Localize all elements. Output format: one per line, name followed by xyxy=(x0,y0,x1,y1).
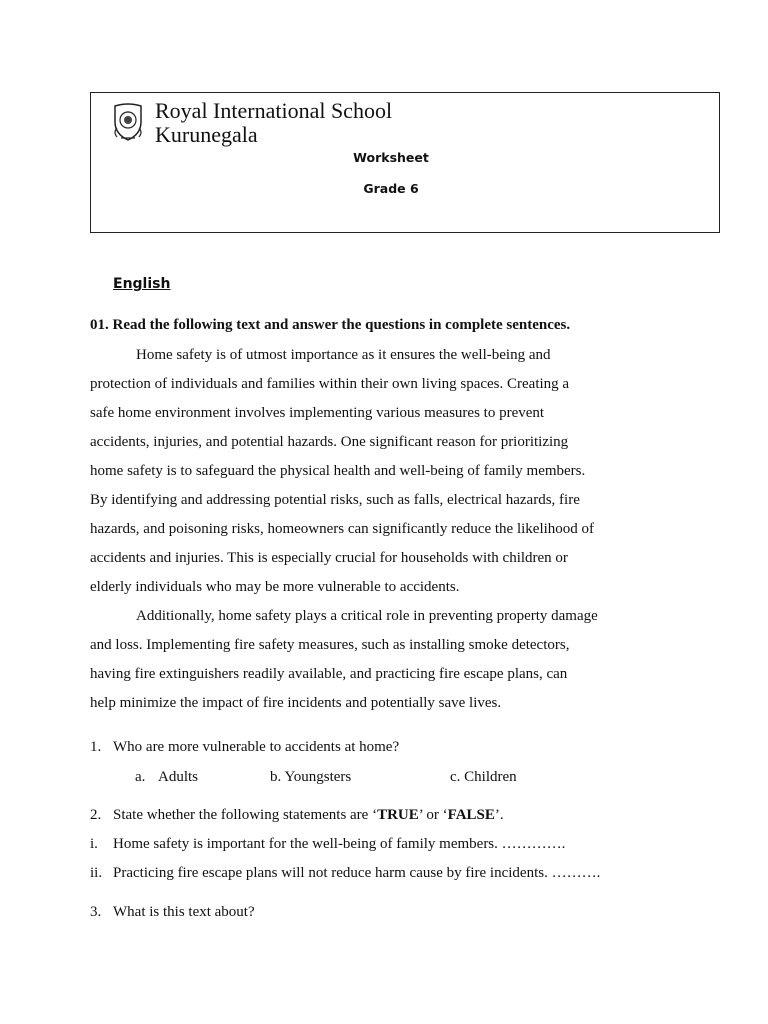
q1-option-a: Adults xyxy=(158,769,199,785)
passage-line: hazards, and poisoning risks, homeowners can significantly reduce the likelihood of xyxy=(90,521,595,537)
q2-text-after: ’. xyxy=(494,807,504,823)
q1-number: 1. xyxy=(90,739,102,755)
header-box xyxy=(90,92,720,233)
passage-line: help minimize the impact of fire incidents and potentially save lives. xyxy=(90,695,502,711)
q3-number: 3. xyxy=(90,904,102,920)
q1-option-a-letter: a. xyxy=(135,769,146,785)
school-name-line2: Kurunegala xyxy=(155,122,258,147)
worksheet-label: Worksheet xyxy=(353,150,429,165)
passage-line: having fire extinguishers readily available, and practicing fire escape plans, can xyxy=(90,666,568,682)
q2-text xyxy=(113,807,504,824)
question-number: 01. xyxy=(90,317,109,333)
q2-text-before: State whether the following statements are ‘ xyxy=(113,807,378,823)
school-crest-icon xyxy=(111,102,145,142)
reading-passage xyxy=(90,341,690,718)
question-instruction xyxy=(90,317,570,334)
q2-i-text: Home safety is important for the well-being of family members. …………. xyxy=(113,836,566,852)
passage-line: elderly individuals who may be more vulnerable to accidents. xyxy=(90,579,460,595)
q2-number: 2. xyxy=(90,807,102,823)
subject-heading: English xyxy=(113,276,171,292)
school-name-line1: Royal International School xyxy=(155,98,393,123)
passage-line: Home safety is of utmost importance as it ensures the well-being and xyxy=(136,347,551,363)
q1-text: Who are more vulnerable to accidents at home? xyxy=(113,739,400,755)
school-name xyxy=(155,99,392,147)
q2-ii-text: Practicing fire escape plans will not reduce harm cause by fire incidents. ………. xyxy=(113,865,601,881)
passage-line: accidents and injuries. This is especially crucial for households with children or xyxy=(90,550,568,566)
q1-option-c: c. Children xyxy=(450,769,517,785)
passage-line: accidents, injuries, and potential hazards. One significant reason for prioritizing xyxy=(90,434,569,450)
passage-paragraph-2 xyxy=(90,602,690,718)
q1-option-b: b. Youngsters xyxy=(270,769,352,785)
q2-ii-label: ii. xyxy=(90,865,103,881)
instruction-text: Read the following text and answer the questions in complete sentences. xyxy=(112,317,571,333)
passage-line: Additionally, home safety plays a critical role in preventing property damage xyxy=(136,608,598,624)
passage-line: protection of individuals and families within their own living spaces. Creating a xyxy=(90,376,570,392)
passage-line: safe home environment involves implementing various measures to prevent xyxy=(90,405,545,421)
q2-i-label: i. xyxy=(90,836,98,852)
q2-false-word: FALSE xyxy=(447,807,495,823)
passage-line: home safety is to safeguard the physical health and well-being of family members. xyxy=(90,463,586,479)
passage-line: By identifying and addressing potential risks, such as falls, electrical hazards, fire xyxy=(90,492,580,508)
grade-label: Grade 6 xyxy=(363,181,419,196)
q2-true-word: TRUE xyxy=(377,807,419,823)
q2-text-mid: ’ or ‘ xyxy=(418,807,448,823)
passage-line: and loss. Implementing fire safety measures, such as installing smoke detectors, xyxy=(90,637,570,653)
passage-paragraph-1 xyxy=(90,341,690,602)
q3-text: What is this text about? xyxy=(113,904,255,920)
